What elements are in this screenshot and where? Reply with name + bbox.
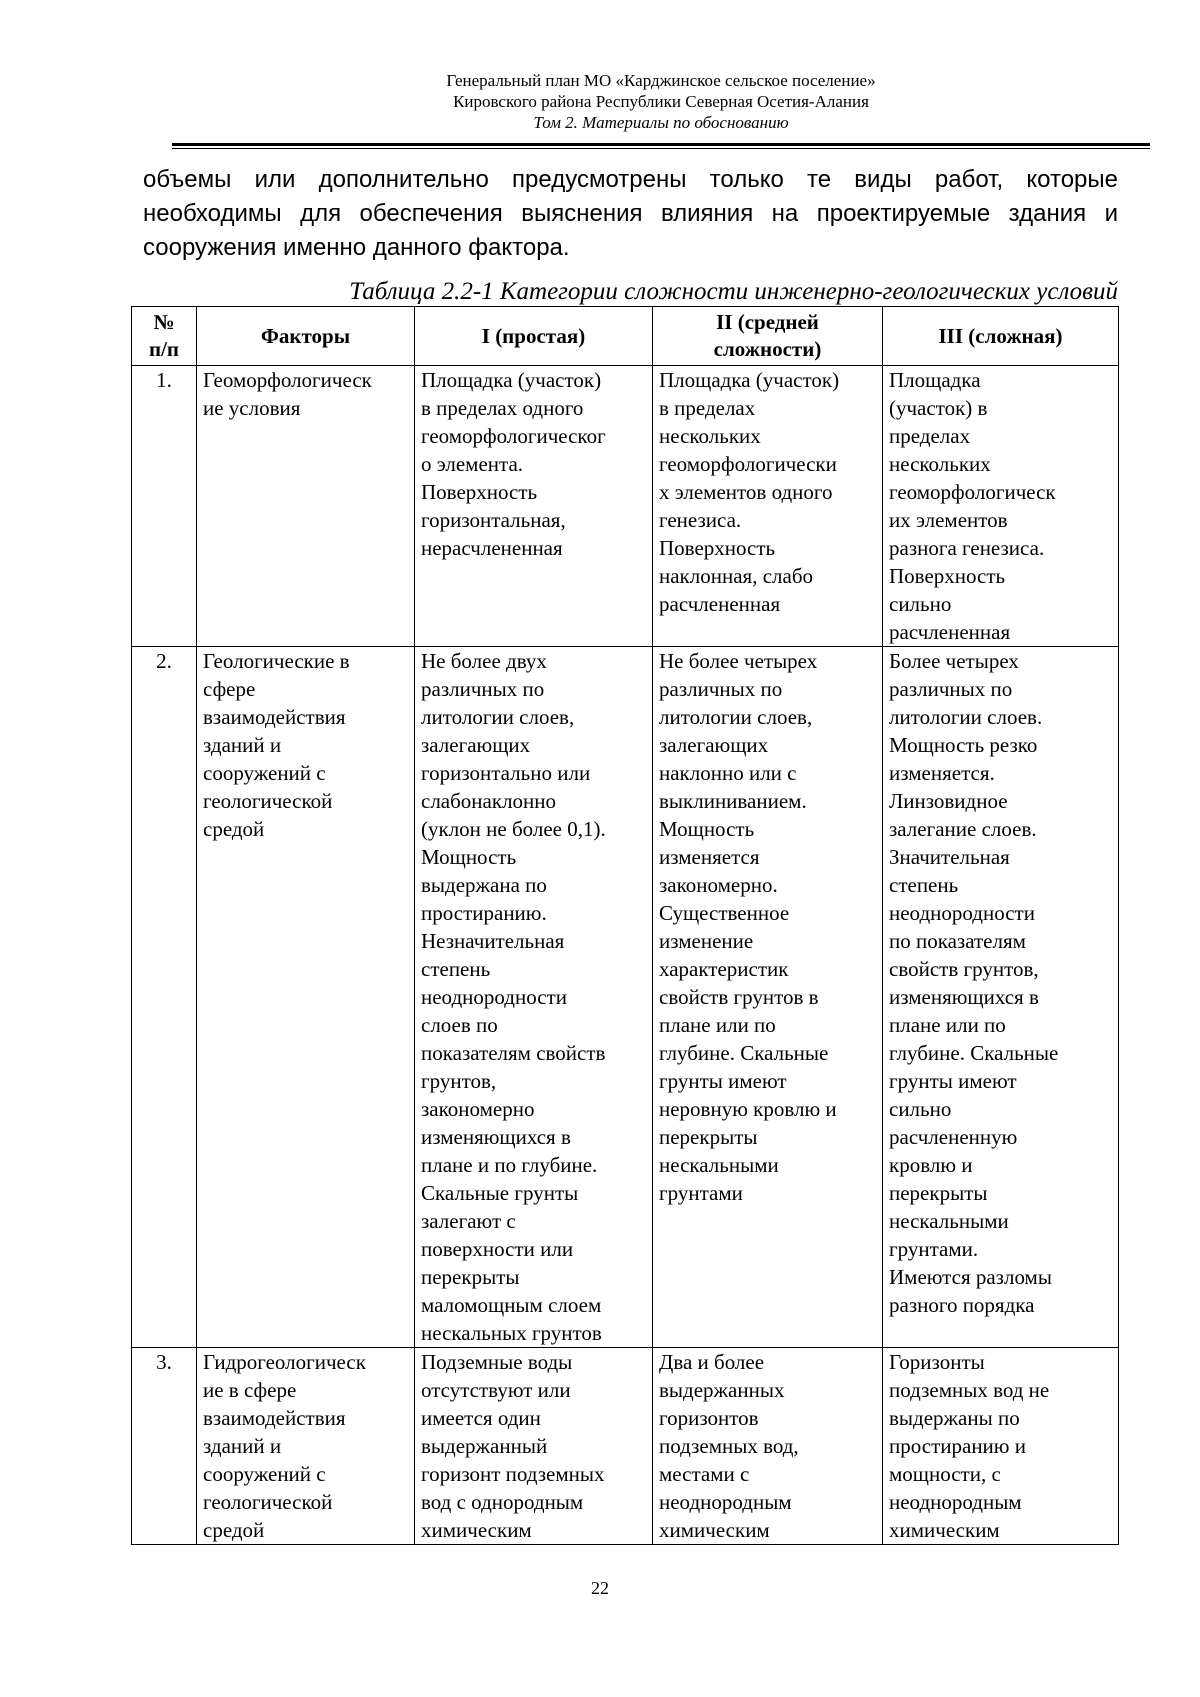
header-line-2: Кировского района Республики Северная Осетия-Алания xyxy=(453,92,869,111)
row-simple: Подземные воды отсутствуют или имеется один выдержанный горизонт подземных вод с однородным химическим xyxy=(415,1348,653,1545)
header-rule-thin xyxy=(172,148,1150,149)
row-simple: Не более двух различных по литологии слоев, залегающих горизонтально или слабонаклонно (уклон не более 0,1). Мощность выдержана по простиранию. Незначительная степень неоднородности слоев по показателям свойств грунтов, закономерно изменяющихся в плане и по глубине. Скальные грунты залегают с поверхности или перекрыты маломощным слоем нескальных грунтов xyxy=(415,647,653,1348)
table-row xyxy=(132,647,1119,1348)
intro-paragraph xyxy=(143,163,1118,265)
row-medium: Два и более выдержанных горизонтов подземных вод, местами с неоднородным химическим xyxy=(653,1348,883,1545)
row-factor: Геоморфологическ ие условия xyxy=(197,366,415,647)
row-medium: Не более четырех различных по литологии слоев, залегающих наклонно или с выклиниванием. Мощность изменяется закономерно. Существенное изменение характеристик свойств грунтов в плане или по глубине. Скальные грунты имеют неровную кровлю и перекрыты нескальными грунтами xyxy=(653,647,883,1348)
row-factor: Гидрогеологическ ие в сфере взаимодействия зданий и сооружений с геологической средой xyxy=(197,1348,415,1545)
row-factor: Геологические в сфере взаимодействия зданий и сооружений с геологической средой xyxy=(197,647,415,1348)
page-number: 22 xyxy=(591,1578,609,1598)
row-simple: Площадка (участок) в пределах одного геоморфологическог о элемента. Поверхность горизонтальная, нерасчлененная xyxy=(415,366,653,647)
intro-line-1: объемы или дополнительно предусмотрены только те виды работ, которые xyxy=(143,166,1118,193)
row-number: 3. xyxy=(132,1348,197,1545)
row-complex: Площадка (участок) в пределах нескольких геоморфологическ их элементов разнога генезиса. Поверхность сильно расчлененная xyxy=(883,366,1119,647)
header-rule-thick xyxy=(172,143,1150,146)
header-line-1: Генеральный план МО «Карджинское сельское поселение» xyxy=(446,71,876,90)
header-factors: Факторы xyxy=(197,307,415,366)
document-header xyxy=(172,70,1150,133)
intro-line-3: сооружения именно данного фактора. xyxy=(143,234,570,261)
row-medium: Площадка (участок) в пределах нескольких геоморфологически х элементов одного генезиса. Поверхность наклонная, слабо расчлененная xyxy=(653,366,883,647)
intro-line-2: необходимы для обеспечения выяснения влияния на проектируемые здания и xyxy=(143,200,1118,227)
table-row xyxy=(132,366,1119,647)
table-header-row xyxy=(132,307,1119,366)
header-number: № п/п xyxy=(132,307,197,366)
header-complex: III (сложная) xyxy=(883,307,1119,366)
header-line-3: Том 2. Материалы по обоснованию xyxy=(533,113,789,132)
row-number: 1. xyxy=(132,366,197,647)
table-row xyxy=(132,1348,1119,1545)
header-medium: II (средней сложности) xyxy=(653,307,883,366)
row-number: 2. xyxy=(132,647,197,1348)
row-complex: Более четырех различных по литологии слоев. Мощность резко изменяется. Линзовидное залегание слоев. Значительная степень неоднородности по показателям свойств грунтов, изменяющихся в плане или по глубине. Скальные грунты имеют сильно расчлененную кровлю и перекрыты нескальными грунтами. Имеются разломы разного порядка xyxy=(883,647,1119,1348)
header-simple: I (простая) xyxy=(415,307,653,366)
complexity-table xyxy=(131,306,1119,1545)
table-caption: Таблица 2.2-1 Категории сложности инженерно-геологических условий xyxy=(349,278,1118,305)
row-complex: Горизонты подземных вод не выдержаны по простиранию и мощности, с неоднородным химическим xyxy=(883,1348,1119,1545)
